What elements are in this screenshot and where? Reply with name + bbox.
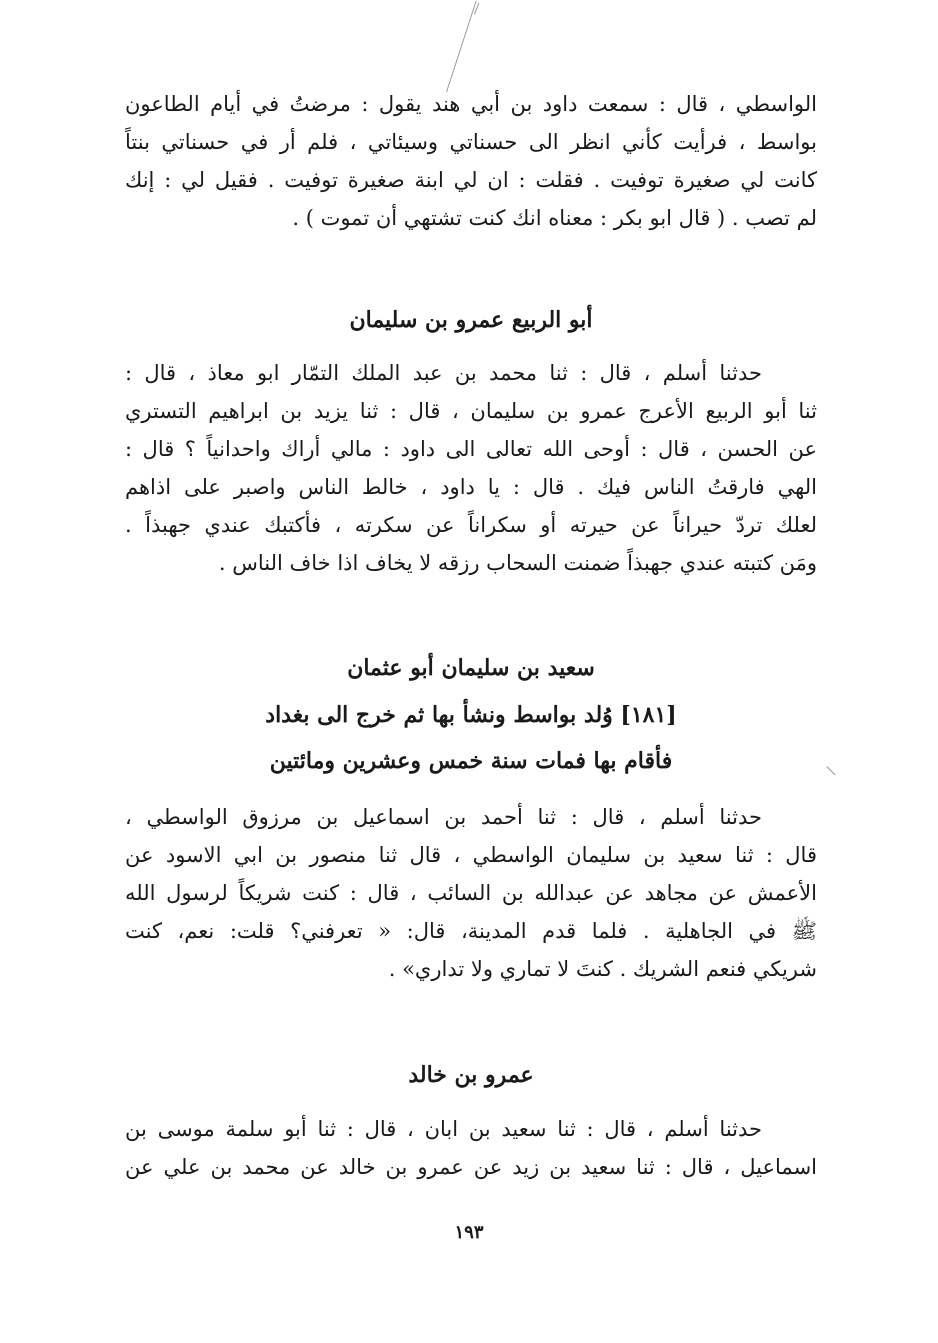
text-line: لم تصب . ( قال ابو بكر : معناه انك كنت تشتهي أن تموت ) . xyxy=(292,206,817,230)
text-line: حدثنا أسلم ، قال : ثنا أحمد بن اسماعيل بن مرزوق الواسطي ، xyxy=(125,805,762,829)
text-line: ثنا أبو الربيع الأعرج عمرو بن سليمان ، قال : ثنا يزيد بن ابراهيم التستري xyxy=(125,399,817,423)
scan-line-mark xyxy=(826,766,835,775)
text-line: كانت لي صغيرة توفيت . فقلت : ان لي ابنة صغيرة توفيت . فقيل لي : إنك xyxy=(125,168,817,192)
text-line: الهي فارقتُ الناس فيك . قال : يا داود ، خالط الناس واصبر على اذاهم xyxy=(125,475,817,499)
section-heading: سعيد بن سليمان أبو عثمان xyxy=(347,655,595,681)
paragraph xyxy=(125,798,817,988)
text-line: الواسطي ، قال : سمعت داود بن أبي هند يقول : مرضتُ في أيام الطاعون xyxy=(125,92,817,116)
page-number: ١٩٣ xyxy=(454,1222,484,1243)
text-line: حدثنا أسلم ، قال : ثنا سعيد بن ابان ، قال : ثنا أبو سلمة موسى بن xyxy=(125,1117,762,1141)
paragraph xyxy=(125,354,817,582)
text-line: لعلك تردّ حيراناً عن حيرته أو سكراناً عن سكرته ، فأكتبك عندي جهبذاً . xyxy=(125,513,817,537)
section-heading: أبو الربيع عمرو بن سليمان xyxy=(349,307,593,333)
text-line: اسماعيل ، قال : ثنا سعيد بن زيد عن عمرو بن خالد عن محمد بن علي عن xyxy=(125,1155,817,1179)
paragraph xyxy=(125,1110,817,1186)
text-line: ومَن كتبته عندي جهبذاً ضمنت السحاب رزقه لا يخاف اذا خاف الناس . xyxy=(218,551,817,575)
text-line: قال : ثنا سعيد بن سليمان الواسطي ، قال ثنا منصور بن ابي الاسود عن xyxy=(125,843,817,867)
text-line: ﷺ في الجاهلية . فلما قدم المدينة، قال: « تعرفني؟ قلت: نعم، كنت xyxy=(125,919,817,943)
text-line: شريكي فنعم الشريك . كنتَ لا تماري ولا تداري» . xyxy=(388,957,817,981)
text-line: الأعمش عن مجاهد عن عبدالله بن السائب ، قال : كنت شريكاً لرسول الله xyxy=(125,881,817,905)
text-line: عن الحسن ، قال : أوحى الله تعالى الى داود : مالي أراك واحدانياً ؟ قال : xyxy=(125,437,817,461)
section-heading: فأقام بها فمات سنة خمس وعشرين ومائتين xyxy=(269,748,673,774)
section-heading: [١٨١] وُلد بواسط ونشأ بها ثم خرج الى بغداد xyxy=(265,702,677,728)
text-line: حدثنا أسلم ، قال : ثنا محمد بن عبد الملك التمّار ابو معاذ ، قال : xyxy=(125,361,762,385)
scan-line-mark xyxy=(446,1,477,93)
paragraph xyxy=(125,85,817,237)
section-heading: عمرو بن خالد xyxy=(408,1062,534,1088)
text-line: بواسط ، فرأيت كأني انظر الى حسناتي وسيئاتي ، فلم أر في حسناتي بنتاً xyxy=(125,130,817,154)
